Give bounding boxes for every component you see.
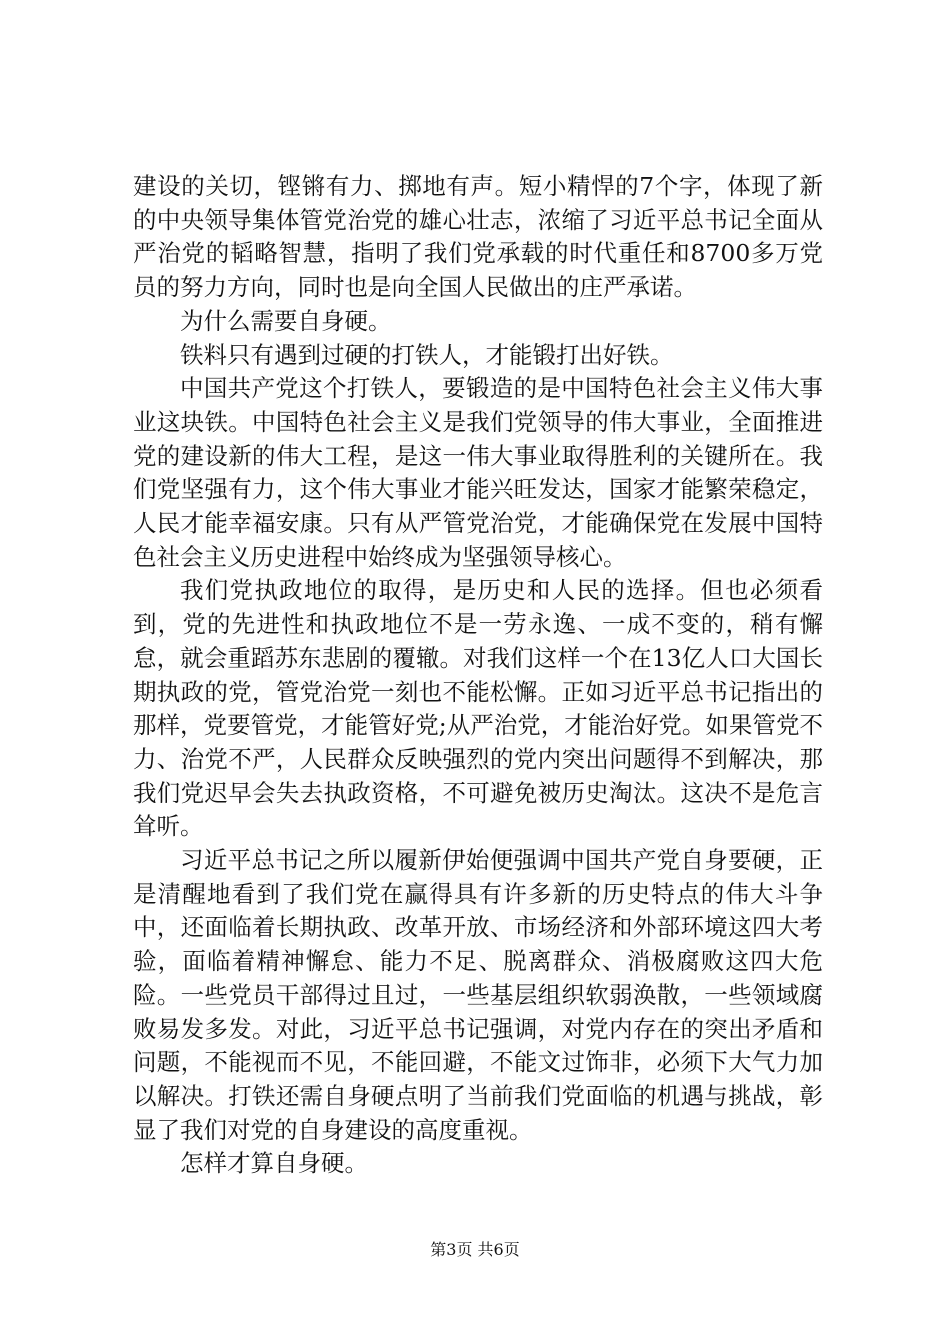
paragraph: 习近平总书记之所以履新伊始便强调中国共产党自身要硬，正是清醒地看到了我们党在赢得具有许多新的历史特点的伟大斗争中，还面临着长期执政、改革开放、市场经济和外部环境这四大考验，面临着精神懈怠、能力不足、脱离群众、消极腐败这四大危险。一些党员干部得过且过，一些基层组织软弱涣散，一些领域腐败易发多发。对此，习近平总书记强调，对党内存在的突出矛盾和问题，不能视而不见，不能回避，不能文过饰非，必须下大气力加以解决。打铁还需自身硬点明了当前我们党面临的机遇与挑战，彰显了我们对党的自身建设的高度重视。 bbox=[133, 846, 823, 1144]
page-footer: 第3页 共6页 bbox=[430, 1240, 520, 1259]
paragraph: 铁料只有遇到过硬的打铁人，才能锻打出好铁。 bbox=[180, 340, 674, 369]
paragraph: 我们党执政地位的取得，是历史和人民的选择。但也必须看到，党的先进性和执政地位不是一劳永逸、一成不变的，稍有懈怠，就会重蹈苏东悲剧的覆辙。对我们这样一个在13亿人口大国长期执政的党，管党治党一刻也不能松懈。正如习近平总书记指出的那样，党要管党，才能管好党;从严治党，才能治好党。如果管党不力、治党不严，人民群众反映强烈的党内突出问题得不到解决，那我们党迟早会失去执政资格，不可避免被历史淘汰。这决不是危言耸听。 bbox=[133, 576, 823, 841]
paragraph: 怎样才算自身硬。 bbox=[180, 1149, 368, 1178]
body-text bbox=[133, 170, 823, 1181]
paragraph: 建设的关切，铿锵有力、掷地有声。短小精悍的7个字，体现了新的中央领导集体管党治党的雄心壮志，浓缩了习近平总书记全面从严治党的韬略智慧，指明了我们党承载的时代重任和8700多万党员的努力方向，同时也是向全国人民做出的庄严承诺。 bbox=[133, 172, 823, 302]
paragraph: 中国共产党这个打铁人，要锻造的是中国特色社会主义伟大事业这块铁。中国特色社会主义是我们党领导的伟大事业，全面推进党的建设新的伟大工程，是这一伟大事业取得胜利的关键所在。我们党坚强有力，这个伟大事业才能兴旺发达，国家才能繁荣稳定，人民才能幸福安康。只有从严管党治党，才能确保党在发展中国特色社会主义历史进程中始终成为坚强领导核心。 bbox=[133, 374, 823, 571]
paragraph: 为什么需要自身硬。 bbox=[180, 306, 392, 335]
